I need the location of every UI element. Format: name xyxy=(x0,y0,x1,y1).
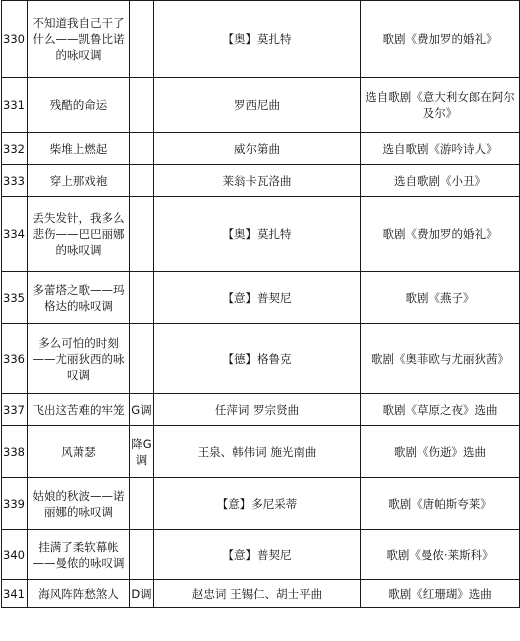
row-number: 337 xyxy=(2,394,28,426)
song-title: 海风阵阵愁煞人 xyxy=(28,580,130,608)
table-row xyxy=(2,133,520,165)
song-key: 降G调 xyxy=(130,426,154,478)
song-key xyxy=(130,78,154,133)
song-title: 多蕾塔之歌——玛格达的咏叹调 xyxy=(28,272,130,324)
song-title: 风萧瑟 xyxy=(28,426,130,478)
row-number: 339 xyxy=(2,478,28,530)
song-key xyxy=(130,1,154,78)
song-author: 莱翁卡瓦洛曲 xyxy=(154,165,361,197)
song-source: 选自歌剧《游吟诗人》 xyxy=(361,133,520,165)
song-key xyxy=(130,478,154,530)
song-title: 穿上那戏袍 xyxy=(28,165,130,197)
row-number: 338 xyxy=(2,426,28,478)
song-source: 歌剧《费加罗的婚礼》 xyxy=(361,1,520,78)
song-key: D调 xyxy=(130,580,154,608)
song-key xyxy=(130,165,154,197)
song-source: 选自歌剧《意大利女郎在阿尔及尔》 xyxy=(361,78,520,133)
table-row xyxy=(2,78,520,133)
table-row xyxy=(2,530,520,580)
song-table xyxy=(1,0,520,608)
song-key xyxy=(130,530,154,580)
song-author: 罗西尼曲 xyxy=(154,78,361,133)
song-author: 任萍词 罗宗贤曲 xyxy=(154,394,361,426)
song-source: 歌剧《红珊瑚》选曲 xyxy=(361,580,520,608)
song-title: 姑娘的秋波——诺丽娜的咏叹调 xyxy=(28,478,130,530)
table-row xyxy=(2,478,520,530)
song-author: 【意】普契尼 xyxy=(154,530,361,580)
song-key xyxy=(130,133,154,165)
song-source: 歌剧《唐帕斯夸莱》 xyxy=(361,478,520,530)
table-row xyxy=(2,197,520,272)
row-number: 340 xyxy=(2,530,28,580)
table-row xyxy=(2,394,520,426)
song-title: 柴堆上燃起 xyxy=(28,133,130,165)
song-author: 【奥】莫扎特 xyxy=(154,1,361,78)
table-row xyxy=(2,165,520,197)
song-author: 威尔第曲 xyxy=(154,133,361,165)
row-number: 333 xyxy=(2,165,28,197)
table-row xyxy=(2,580,520,608)
row-number: 336 xyxy=(2,324,28,394)
song-author: 赵忠词 王锡仁、胡士平曲 xyxy=(154,580,361,608)
song-key xyxy=(130,197,154,272)
song-key xyxy=(130,324,154,394)
row-number: 332 xyxy=(2,133,28,165)
row-number: 341 xyxy=(2,580,28,608)
row-number: 330 xyxy=(2,1,28,78)
song-title: 丢失发针，我多么悲伤——巴巴丽娜的咏叹调 xyxy=(28,197,130,272)
song-title: 不知道我自己干了什么——凯鲁比诺的咏叹调 xyxy=(28,1,130,78)
song-source: 歌剧《燕子》 xyxy=(361,272,520,324)
song-source: 歌剧《伤逝》选曲 xyxy=(361,426,520,478)
table-row xyxy=(2,1,520,78)
song-source: 歌剧《奥菲欧与尤丽狄茜》 xyxy=(361,324,520,394)
row-number: 331 xyxy=(2,78,28,133)
song-author: 【奥】莫扎特 xyxy=(154,197,361,272)
song-source: 歌剧《曼侬·莱斯科》 xyxy=(361,530,520,580)
song-title: 挂满了柔软幕帐——曼侬的咏叹调 xyxy=(28,530,130,580)
song-title: 多么可怕的时刻——尤丽狄西的咏叹调 xyxy=(28,324,130,394)
song-source: 歌剧《草原之夜》选曲 xyxy=(361,394,520,426)
song-key xyxy=(130,272,154,324)
song-author: 【意】普契尼 xyxy=(154,272,361,324)
row-number: 334 xyxy=(2,197,28,272)
table-row xyxy=(2,426,520,478)
song-source: 歌剧《费加罗的婚礼》 xyxy=(361,197,520,272)
song-author: 【意】多尼采蒂 xyxy=(154,478,361,530)
row-number: 335 xyxy=(2,272,28,324)
song-author: 【德】格鲁克 xyxy=(154,324,361,394)
table-row xyxy=(2,324,520,394)
song-title: 飞出这苦难的牢笼 xyxy=(28,394,130,426)
song-title: 残酷的命运 xyxy=(28,78,130,133)
song-key: G调 xyxy=(130,394,154,426)
song-source: 选自歌剧《小丑》 xyxy=(361,165,520,197)
table-row xyxy=(2,272,520,324)
song-author: 王泉、韩伟词 施光南曲 xyxy=(154,426,361,478)
